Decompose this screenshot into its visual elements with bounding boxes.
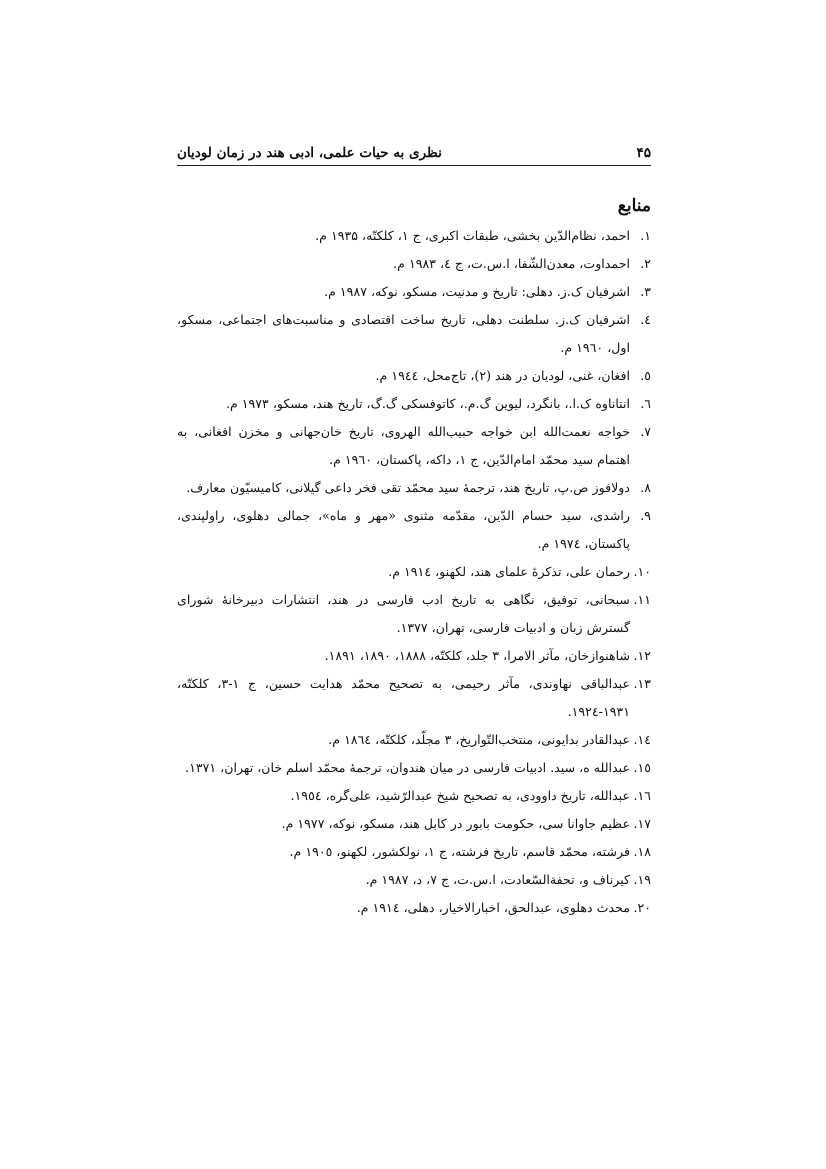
- reference-text: عبدالقادر بدایونی، منتخب‌التّواریخ، ۳ مجلّد، کلکتّه، ۱۸٦٤ م.: [328, 732, 630, 747]
- reference-text: افغان، غنی، لودیان در هند (۲)، تاج‌محل، ۱۹٤٤ م.: [375, 368, 630, 383]
- reference-text: فرشته، محمّد قاسم، تاریخ فرشته، ج ۱، نولکشور، لکهنو، ۱۹۰٥ م.: [289, 844, 630, 859]
- page-header: [177, 143, 651, 166]
- reference-number: ۱۲.: [633, 648, 651, 663]
- reference-item: [177, 278, 651, 306]
- reference-item: [177, 250, 651, 278]
- reference-text: عبدالله، تاریخ داوودی، به تصحیح شیخ عبدالرّشید، علی‌گره، ۱۹٥٤.: [290, 788, 630, 803]
- reference-item: [177, 866, 651, 894]
- reference-item: [177, 558, 651, 586]
- reference-number: ۱۸.: [633, 844, 651, 859]
- reference-number: ۸.: [640, 480, 651, 495]
- reference-number: ٥.: [640, 368, 651, 383]
- reference-item: [177, 894, 651, 922]
- reference-item: [177, 586, 651, 642]
- reference-item: [177, 222, 651, 250]
- reference-number: ۹.: [640, 508, 651, 523]
- reference-number: ۲۰.: [633, 900, 651, 915]
- reference-number: ۱٦.: [633, 788, 651, 803]
- reference-text: اشرفیان ک.ز. دهلی: تاریخ و مدنیت، مسکو، نوکه، ۱۹۸۷ م.: [324, 284, 630, 299]
- reference-item: [177, 810, 651, 838]
- reference-number: ۱۱.: [633, 592, 651, 607]
- reference-number: ۱۳.: [633, 676, 651, 691]
- reference-item: [177, 670, 651, 726]
- reference-item: [177, 782, 651, 810]
- reference-text: شاهنوازخان، مآثر الامرا، ۳ جلد، کلکتّه، ۱۸۸۸، ۱۸۹۰، ۱۸۹۱.: [324, 648, 630, 663]
- reference-item: [177, 838, 651, 866]
- reference-text: محدث دهلوی، عبدالحق، اخبارالاخیار، دهلی، ۱۹۱٤ م.: [356, 900, 630, 915]
- reference-item: [177, 362, 651, 390]
- reference-item: [177, 390, 651, 418]
- reference-number: ۱.: [640, 228, 651, 243]
- reference-item: [177, 418, 651, 474]
- reference-number: ٦.: [640, 396, 651, 411]
- references-list: [177, 222, 651, 922]
- reference-text: دولافوز ص.پ، تاریخ هند، ترجمهٔ سید محمّد تقی فخر داعی گیلانی، کامیسیّون معارف.: [186, 480, 630, 495]
- reference-item: [177, 502, 651, 558]
- reference-text: راشدی، سید حسام الدّین، مقدّمه مثنوی «مهر و ماه»، جمالی دهلوی، راولپندی، پاکستان، ۱۹۷٤ م.: [177, 508, 630, 551]
- reference-item: [177, 642, 651, 670]
- reference-item: [177, 474, 651, 502]
- reference-text: خواجه نعمت‌الله ابن خواجه حبیب‌الله الهروی، تاریخ خان‌جهانی و مخزن افغانی، به اهتمام سید محمّد امام‌الدّین، ج ۱، داکه، پاکستان، ۱۹٦۰ م.: [177, 424, 630, 467]
- reference-number: ۱۰.: [633, 564, 651, 579]
- reference-number: ۱٥.: [633, 760, 651, 775]
- reference-text: احمد، نظام‌الدّین بخشی، طبقات اکبری، ج ۱، کلکتّه، ۱۹۳۵ م.: [315, 228, 630, 243]
- reference-text: رحمان علی، تذکرهٔ علمای هند، لکهنو، ۱۹۱٤ م.: [388, 564, 630, 579]
- reference-text: اشرفیان ک.ز. سلطنت دهلی، تاریخ ساخت اقتصادی و مناسبت‌های اجتماعی، مسکو، اول، ۱۹٦۰ م.: [177, 312, 630, 355]
- reference-text: کیرناف و، تحفةالسّعادت، ا.س.ت، ج ۷، د، ۱۹۸۷ م.: [365, 872, 630, 887]
- reference-text: عظیم جاوانا سی، حکومت بابور در کابل هند، مسکو، نوکه، ۱۹۷۷ م.: [281, 816, 630, 831]
- reference-text: عبدالله ه، سید. ادبیات فارسی در میان هندوان، ترجمهٔ محمّد اسلم خان، تهران، ۱۳۷۱.: [185, 760, 630, 775]
- reference-item: [177, 754, 651, 782]
- reference-text: عبدالباقی نهاوندی، مآثر رحیمی، به تصحیح محمّد هدایت حسین، ج ۱-۳، کلکتّه، ۱۹۳۱-۱۹۲٤.: [177, 676, 630, 719]
- reference-number: ۱۷.: [633, 816, 651, 831]
- reference-text: سبحانی، توفیق، نگاهی به تاریخ ادب فارسی در هند، انتشارات دبیرخانهٔ شورای گسترش زبان و ادبیات فارسی، تهران، ۱۳۷۷.: [177, 592, 630, 635]
- reference-text: انتاناوه ک.ا.، بانگرد، لیوین گ.م.، کاتوفسکی گ.گ، تاریخ هند، مسکو، ۱۹۷۳ م.: [225, 396, 630, 411]
- reference-number: ٤.: [640, 312, 651, 327]
- reference-number: ۳.: [640, 284, 651, 299]
- page-number: ۴۵: [636, 145, 651, 161]
- reference-number: ۲.: [640, 256, 651, 271]
- reference-text: احمداوت، معدن‌الشّفا، ا.س.ت، ج ٤، ۱۹۸۳ م.: [393, 256, 630, 271]
- reference-item: [177, 306, 651, 362]
- reference-number: ۷.: [640, 424, 651, 439]
- running-title: نظری به حیات علمی، ادبی هند در زمان لودیان: [177, 145, 442, 161]
- reference-number: ۱۹.: [633, 872, 651, 887]
- reference-item: [177, 726, 651, 754]
- reference-number: ۱٤.: [633, 732, 651, 747]
- section-title: منابع: [617, 196, 651, 216]
